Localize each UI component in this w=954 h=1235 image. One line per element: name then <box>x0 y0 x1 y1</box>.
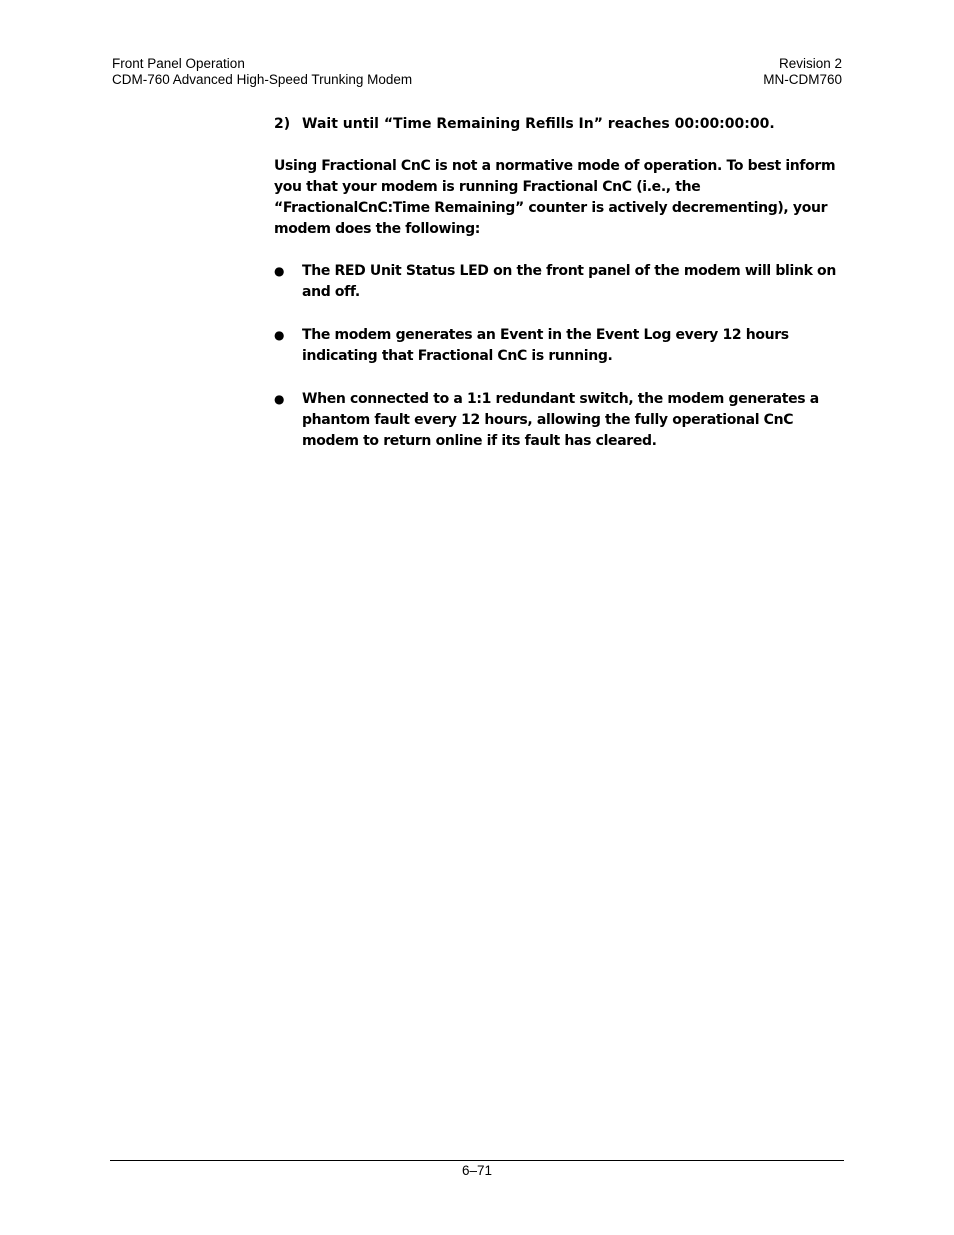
step-text: Wait until “Time Remaining Refills In” reaches 00:00:00:00. <box>302 116 775 132</box>
list-item <box>274 389 844 452</box>
bullet-icon: ● <box>274 392 285 406</box>
step-number: 2) <box>274 116 291 132</box>
body-paragraph: Using Fractional CnC is not a normative mode of operation. To best inform you that your modem is running Fractional CnC (i.e., the “FractionalCnC:Time Remaining” counter is actively decrementing), your modem does the following: <box>274 158 836 237</box>
bullet-icon: ● <box>274 328 285 342</box>
bullet-text: When connected to a 1:1 redundant switch, the modem generates a phantom fault every 12 hours, allowing the fully operational CnC modem to return online if its fault has cleared. <box>302 391 819 449</box>
bullet-text: The modem generates an Event in the Event Log every 12 hours indicating that Fractional CnC is running. <box>302 327 789 364</box>
header-left <box>112 56 412 88</box>
list-item <box>274 325 844 367</box>
footer-divider <box>110 1160 844 1161</box>
bullet-icon: ● <box>274 264 285 278</box>
header-right <box>763 56 842 88</box>
step-item <box>274 114 844 135</box>
page-number: 6–71 <box>461 1163 493 1178</box>
page-body <box>274 114 844 474</box>
header-section-title: Front Panel Operation <box>112 56 245 71</box>
bullet-list <box>274 261 844 452</box>
header-revision: Revision 2 <box>778 56 842 71</box>
bullet-text: The RED Unit Status LED on the front panel of the modem will blink on and off. <box>302 263 836 300</box>
header-document-number: MN-CDM760 <box>763 72 842 87</box>
list-item <box>274 261 844 303</box>
header-manual-title: CDM-760 Advanced High-Speed Trunking Modem <box>112 72 413 87</box>
